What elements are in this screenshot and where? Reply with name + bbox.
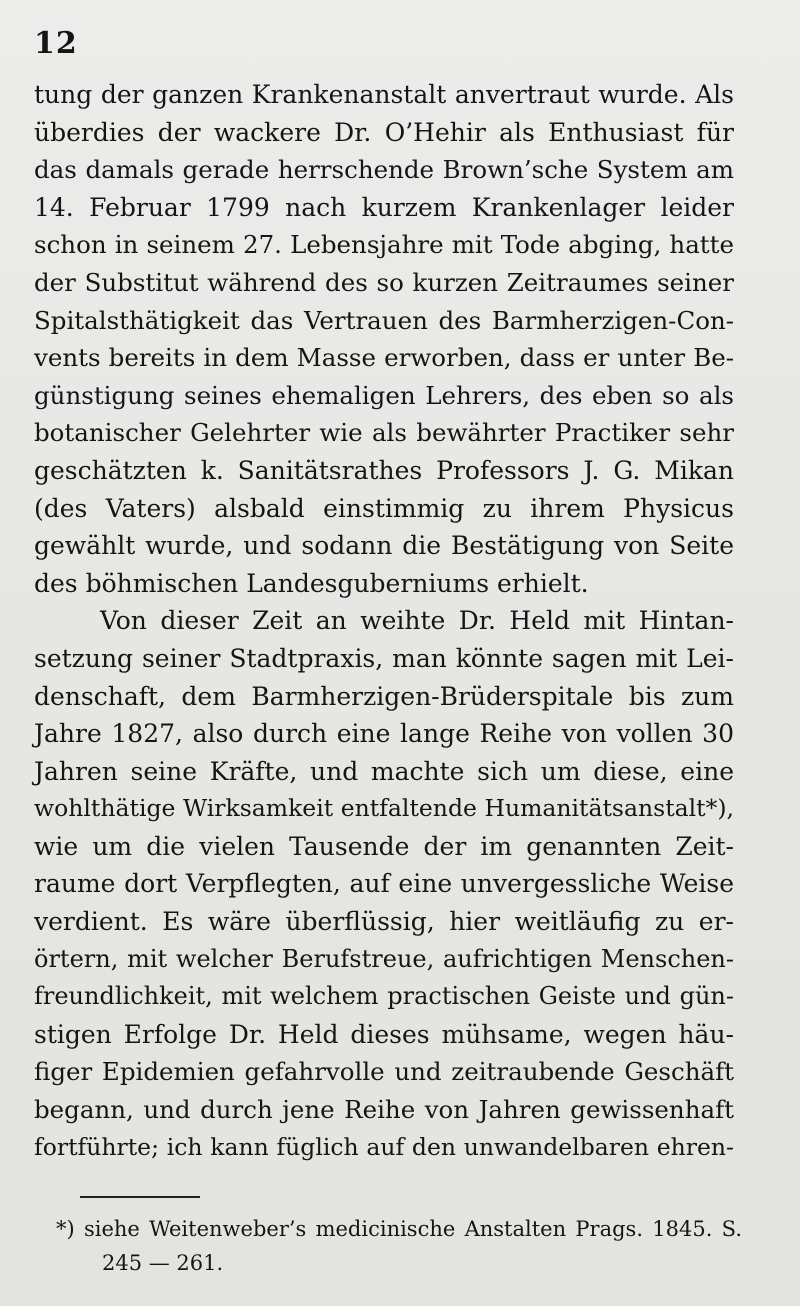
text-line: stigen Erfolge Dr. Held dieses mühsame, wegen häu- bbox=[34, 1019, 734, 1049]
text-line: figer Epidemien gefahrvolle und zeitraubende Geschäft bbox=[34, 1057, 734, 1087]
paragraph-start-line: Von dieser Zeit an weihte Dr. Held mit Hintan- bbox=[100, 606, 734, 636]
footnote bbox=[56, 1212, 742, 1280]
text-line: örtern, mit welcher Berufstreue, aufrichtigen Menschen- bbox=[34, 944, 734, 973]
text-line: raume dort Verpflegten, auf eine unvergessliche Weise bbox=[34, 869, 734, 899]
text-line: überdies der wackere Dr. O’Hehir als Enthusiast für bbox=[34, 117, 734, 147]
text-line: botanischer Gelehrter wie als bewährter Practiker sehr bbox=[34, 418, 734, 448]
text-line: tung der ganzen Krankenanstalt anvertraut wurde. Als bbox=[34, 80, 734, 109]
footnote-divider bbox=[80, 1196, 200, 1198]
text-line: (des Vaters) alsbald einstimmig zu ihrem Physicus bbox=[34, 493, 734, 523]
text-line: günstigung seines ehemaligen Lehrers, des eben so als bbox=[34, 380, 734, 410]
text-line: 14. Februar 1799 nach kurzem Krankenlager leider bbox=[34, 192, 734, 222]
text-line: geschätzten k. Sanitätsrathes Professors J. G. Mikan bbox=[34, 455, 734, 485]
text-line: gewählt wurde, und sodann die Bestätigung von Seite bbox=[34, 531, 734, 561]
body-text bbox=[34, 76, 734, 1166]
text-line: freundlichkeit, mit welchem practischen Geiste und gün- bbox=[34, 982, 734, 1011]
text-line: Jahre 1827, also durch eine lange Reihe von vollen 30 bbox=[34, 719, 734, 749]
text-line: begann, und durch jene Reihe von Jahren gewissenhaft bbox=[34, 1095, 734, 1125]
text-line: setzung seiner Stadtpraxis, man könnte sagen mit Lei- bbox=[34, 643, 734, 673]
text-line: verdient. Es wäre überflüssig, hier weitläufig zu er- bbox=[34, 907, 734, 937]
text-line: Spitalsthätigkeit das Vertrauen des Barmherzigen-Con- bbox=[34, 305, 734, 335]
text-line: wie um die vielen Tausende der im genannten Zeit- bbox=[34, 831, 734, 861]
footnote-line: 245 — 261. bbox=[102, 1251, 224, 1275]
paragraph-end-line: des böhmischen Landesguberniums erhielt. bbox=[34, 568, 589, 598]
text-line: fortführte; ich kann füglich auf den unwandelbaren ehren- bbox=[34, 1132, 734, 1161]
text-line: denschaft, dem Barmherzigen-Brüderspitale bis zum bbox=[34, 681, 734, 711]
text-line: das damals gerade herrschende Brown’sche System am bbox=[34, 155, 734, 185]
text-line: wohlthätige Wirksamkeit entfaltende Humanitätsanstalt*), bbox=[34, 794, 734, 823]
text-line: vents bereits in dem Masse erworben, dass er unter Be- bbox=[34, 343, 734, 373]
footnote-line: *) siehe Weitenweber’s medicinische Anstalten Prags. 1845. S. bbox=[56, 1217, 742, 1241]
text-line: Jahren seine Kräfte, und machte sich um diese, eine bbox=[34, 756, 734, 786]
text-line: der Substitut während des so kurzen Zeitraumes seiner bbox=[34, 267, 734, 297]
text-line: schon in seinem 27. Lebensjahre mit Tode abging, hatte bbox=[34, 230, 734, 260]
page-number: 12 bbox=[34, 26, 78, 61]
